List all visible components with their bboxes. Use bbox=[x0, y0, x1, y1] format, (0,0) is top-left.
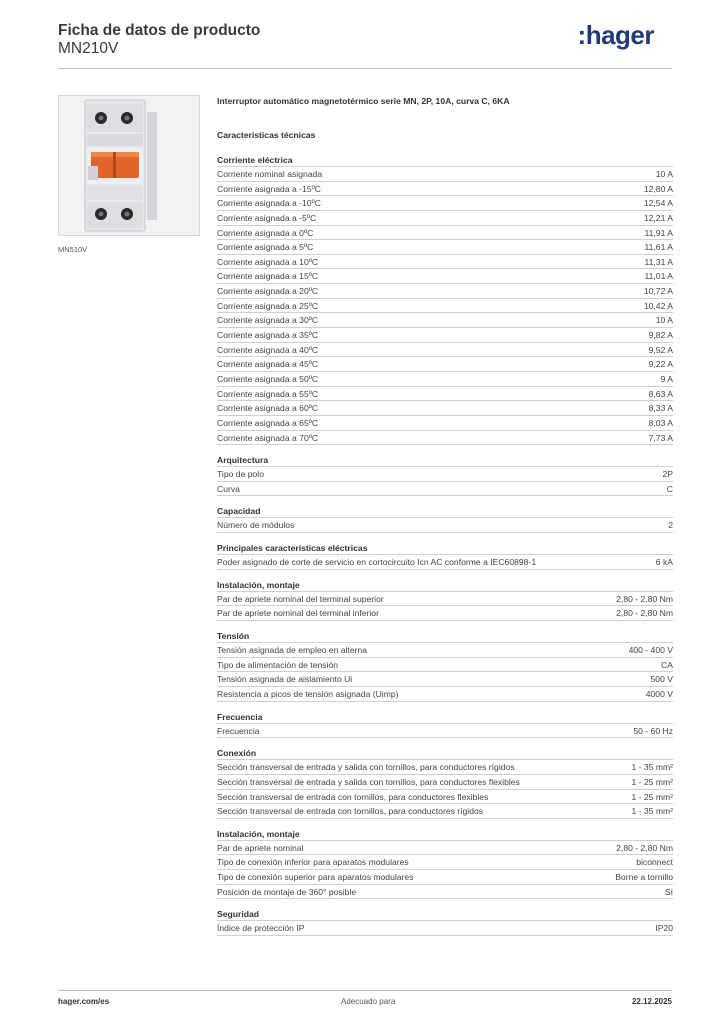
spec-row bbox=[217, 255, 673, 270]
spec-row bbox=[217, 775, 673, 790]
page-header bbox=[58, 22, 672, 68]
section-title: Corriente eléctrica bbox=[217, 154, 673, 167]
spec-value: C bbox=[666, 483, 673, 494]
spec-label: Corriente asignada a 60ºC bbox=[217, 403, 319, 414]
spec-section bbox=[217, 828, 673, 900]
spec-label: Tensión asignada de empleo en alterna bbox=[217, 645, 368, 656]
header-divider bbox=[58, 68, 672, 69]
spec-value: 2,80 - 2,80 Nm bbox=[616, 593, 673, 604]
spec-label: Tipo de alimentación de tensión bbox=[217, 659, 339, 670]
spec-value: CA bbox=[661, 659, 673, 670]
spec-value: 10 A bbox=[655, 315, 673, 326]
section-title: Instalación, montaje bbox=[217, 579, 673, 592]
technical-characteristics-title: Características técnicas bbox=[217, 130, 316, 140]
spec-label: Corriente asignada a 20ºC bbox=[217, 286, 319, 297]
spec-row bbox=[217, 804, 673, 819]
spec-row bbox=[217, 357, 673, 372]
section-title: Arquitectura bbox=[217, 454, 673, 467]
spec-row bbox=[217, 313, 673, 328]
spec-value: 12,54 A bbox=[643, 198, 673, 209]
spec-value: Sí bbox=[664, 886, 673, 897]
spec-row bbox=[217, 284, 673, 299]
spec-row bbox=[217, 518, 673, 533]
spec-row bbox=[217, 921, 673, 936]
spec-label: Corriente asignada a -15ºC bbox=[217, 183, 321, 194]
spec-row bbox=[217, 431, 673, 446]
spec-label: Sección transversal de entrada y salida con tornillos, para conductores rígidos bbox=[217, 762, 515, 773]
spec-section bbox=[217, 908, 673, 936]
spec-value: 8,03 A bbox=[648, 417, 673, 428]
spec-row bbox=[217, 182, 673, 197]
spec-label: Corriente asignada a 45ºC bbox=[217, 359, 319, 370]
spec-label: Corriente nominal asignada bbox=[217, 169, 323, 179]
spec-value: 11,91 A bbox=[644, 227, 673, 238]
product-image bbox=[58, 95, 200, 236]
footer-website: hager.com/es bbox=[58, 997, 110, 1006]
spec-row bbox=[217, 658, 673, 673]
spec-label: Corriente asignada a 30ºC bbox=[217, 315, 319, 326]
spec-row bbox=[217, 592, 673, 607]
spec-value: IP20 bbox=[655, 923, 673, 934]
spec-row bbox=[217, 724, 673, 739]
section-title: Capacidad bbox=[217, 505, 673, 518]
spec-row bbox=[217, 482, 673, 497]
spec-value: 400 - 400 V bbox=[628, 645, 673, 656]
spec-row bbox=[217, 555, 673, 570]
spec-row bbox=[217, 870, 673, 885]
spec-value: 11,01 A bbox=[644, 271, 673, 282]
spec-value: 9,52 A bbox=[648, 344, 673, 355]
spec-row bbox=[217, 401, 673, 416]
spec-label: Corriente asignada a 0ºC bbox=[217, 227, 314, 238]
spec-value: 10 A bbox=[655, 169, 673, 179]
spec-label: Corriente asignada a 50ºC bbox=[217, 373, 319, 384]
spec-label: Corriente asignada a 65ºC bbox=[217, 417, 319, 428]
spec-row bbox=[217, 467, 673, 482]
spec-value: biconnect bbox=[636, 857, 673, 868]
spec-label: Corriente asignada a 15ºC bbox=[217, 271, 319, 282]
spec-value: 2 bbox=[668, 520, 673, 531]
spec-label: Par de apriete nominal del terminal inferior bbox=[217, 608, 379, 619]
spec-value: 2P bbox=[662, 469, 673, 480]
spec-value: 6 kA bbox=[655, 557, 673, 568]
section-title: Instalación, montaje bbox=[217, 828, 673, 841]
spec-value: 1 - 35 mm² bbox=[631, 762, 673, 773]
spec-value: 1 - 25 mm² bbox=[631, 791, 673, 802]
spec-row bbox=[217, 885, 673, 900]
spec-value: 11,61 A bbox=[644, 242, 673, 253]
spec-label: Tipo de polo bbox=[217, 469, 264, 480]
spec-label: Sección transversal de entrada con tornillos, para conductores rígidos bbox=[217, 806, 484, 817]
spec-row bbox=[217, 226, 673, 241]
spec-label: Sección transversal de entrada y salida con tornillos, para conductores flexibles bbox=[217, 776, 520, 787]
spec-section bbox=[217, 505, 673, 533]
spec-label: Corriente asignada a 70ºC bbox=[217, 432, 319, 443]
circuit-breaker-illustration bbox=[59, 96, 200, 236]
footer-date: 22.12.2025 bbox=[631, 997, 672, 1006]
spec-row bbox=[217, 672, 673, 687]
spec-label: Par de apriete nominal del terminal superior bbox=[217, 593, 384, 604]
footer-note: Adecuado para bbox=[341, 997, 396, 1006]
spec-sections bbox=[217, 154, 673, 936]
spec-label: Resistencia a picos de tensión asignada (Uimp) bbox=[217, 688, 399, 699]
product-description: Interruptor automático magnetotérmico serie MN, 2P, 10A, curva C, 6KA bbox=[217, 96, 510, 106]
spec-value: 1 - 25 mm² bbox=[631, 776, 673, 787]
spec-label: Tipo de conexión inferior para aparatos modulares bbox=[217, 857, 409, 868]
spec-value: 11,31 A bbox=[644, 256, 673, 267]
section-title: Seguridad bbox=[217, 908, 673, 921]
spec-label: Corriente asignada a 40ºC bbox=[217, 344, 319, 355]
spec-label: Poder asignado de corte de servicio en cortocircuito Icn AC conforme a IEC60898-1 bbox=[217, 557, 537, 568]
spec-label: Número de módulos bbox=[217, 520, 295, 531]
spec-value: Borne a tornillo bbox=[615, 872, 673, 883]
spec-row bbox=[217, 606, 673, 621]
spec-section bbox=[217, 579, 673, 621]
spec-row bbox=[217, 211, 673, 226]
section-title: Principales características eléctricas bbox=[217, 542, 673, 555]
spec-value: 12,21 A bbox=[643, 212, 673, 223]
spec-row bbox=[217, 299, 673, 314]
spec-row bbox=[217, 196, 673, 211]
spec-value: 1 - 35 mm² bbox=[631, 806, 673, 817]
section-title: Frecuencia bbox=[217, 711, 673, 724]
spec-section bbox=[217, 630, 673, 702]
spec-value: 10,42 A bbox=[643, 300, 673, 311]
spec-label: Par de apriete nominal bbox=[217, 842, 304, 853]
spec-value: 10,72 A bbox=[643, 286, 673, 297]
document-title: Ficha de datos de producto bbox=[58, 22, 261, 39]
spec-label: Curva bbox=[217, 483, 240, 494]
spec-row bbox=[217, 841, 673, 856]
spec-label: Corriente asignada a 25ºC bbox=[217, 300, 319, 311]
spec-section bbox=[217, 542, 673, 570]
spec-row bbox=[217, 687, 673, 702]
spec-value: 500 V bbox=[650, 674, 673, 685]
spec-value: 2,80 - 2,80 Nm bbox=[616, 608, 673, 619]
spec-row bbox=[217, 416, 673, 431]
spec-label: Índice de protección IP bbox=[217, 923, 305, 934]
spec-value: 50 - 60 Hz bbox=[633, 725, 673, 736]
brand-logo: :hager bbox=[577, 20, 654, 50]
spec-section bbox=[217, 154, 673, 445]
spec-section bbox=[217, 711, 673, 739]
spec-value: 7,73 A bbox=[648, 432, 673, 443]
spec-row bbox=[217, 328, 673, 343]
spec-section bbox=[217, 747, 673, 819]
spec-row bbox=[217, 167, 673, 182]
spec-row bbox=[217, 760, 673, 775]
footer-divider bbox=[58, 990, 672, 991]
section-title: Conexión bbox=[217, 747, 673, 760]
spec-label: Corriente asignada a 35ºC bbox=[217, 330, 319, 341]
spec-value: 9 A bbox=[660, 373, 673, 384]
spec-row bbox=[217, 240, 673, 255]
product-reference: MN210V bbox=[58, 40, 119, 57]
spec-value: 12,80 A bbox=[643, 183, 673, 194]
product-content bbox=[217, 94, 673, 936]
spec-label: Corriente asignada a 5ºC bbox=[217, 242, 314, 253]
spec-label: Posición de montaje de 360° posible bbox=[217, 886, 357, 897]
spec-label: Frecuencia bbox=[217, 725, 260, 736]
spec-label: Tensión asignada de aislamiento Ui bbox=[217, 674, 353, 685]
spec-value: 9,82 A bbox=[648, 330, 673, 341]
spec-value: 8,33 A bbox=[648, 403, 673, 414]
spec-row bbox=[217, 269, 673, 284]
spec-label: Sección transversal de entrada con tornillos, para conductores flexibles bbox=[217, 791, 489, 802]
spec-label: Corriente asignada a 55ºC bbox=[217, 388, 319, 399]
spec-value: 4000 V bbox=[645, 688, 673, 699]
spec-row bbox=[217, 643, 673, 658]
spec-row bbox=[217, 343, 673, 358]
section-title: Tensión bbox=[217, 630, 673, 643]
spec-label: Tipo de conexión superior para aparatos modulares bbox=[217, 872, 414, 883]
spec-section bbox=[217, 454, 673, 496]
spec-label: Corriente asignada a 10ºC bbox=[217, 256, 319, 267]
spec-value: 2,80 - 2,80 Nm bbox=[616, 842, 673, 853]
spec-row bbox=[217, 855, 673, 870]
spec-value: 8,63 A bbox=[648, 388, 673, 399]
spec-value: 9,22 A bbox=[648, 359, 673, 370]
spec-label: Corriente asignada a -10ºC bbox=[217, 198, 321, 209]
spec-row bbox=[217, 790, 673, 805]
spec-label: Corriente asignada a -5ºC bbox=[217, 212, 317, 223]
spec-row bbox=[217, 372, 673, 387]
image-caption: MN510V bbox=[58, 245, 88, 254]
spec-row bbox=[217, 387, 673, 402]
